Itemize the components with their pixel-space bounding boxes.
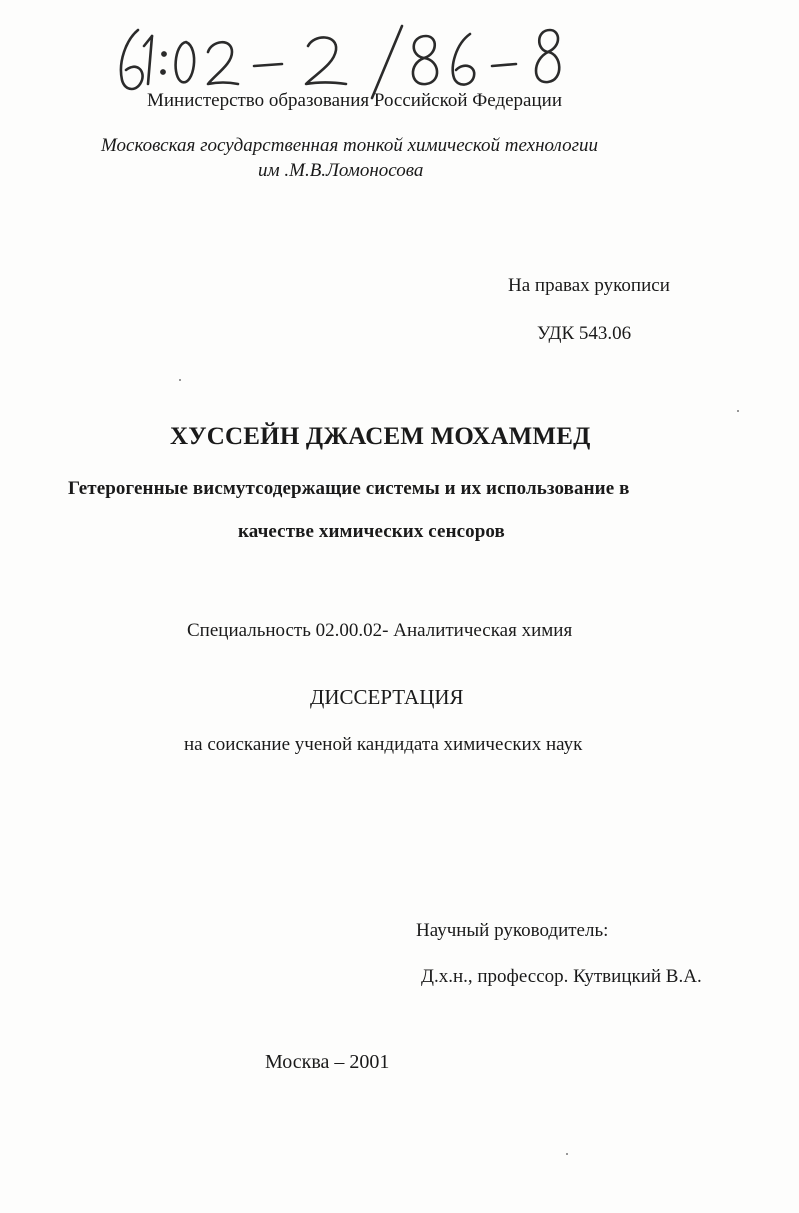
dissertation-title-line-1: Гетерогенные висмутсодержащие системы и их использование в	[68, 478, 630, 499]
udc-code: УДК 543.06	[537, 323, 632, 344]
university-name-line-2: им .М.В.Ломоносова	[258, 160, 424, 181]
scan-speck	[737, 410, 739, 412]
dissertation-title-line-2: качестве химических сенсоров	[238, 521, 505, 542]
supervisor-name: Д.х.н., профессор. Кутвицкий В.А.	[421, 966, 702, 987]
university-name-line-1: Московская государственная тонкой химической технологии	[101, 135, 598, 156]
handwritten-archive-number	[112, 22, 572, 100]
scan-speck	[179, 379, 181, 381]
handwritten-archive-number-drawing	[112, 22, 572, 100]
supervisor-label: Научный руководитель:	[416, 920, 609, 941]
ministry-name: Министерство образования Российской Федерации	[147, 90, 562, 111]
author-name: ХУССЕЙН ДЖАСЕМ МОХАММЕД	[170, 423, 591, 450]
specialty-line: Специальность 02.00.02- Аналитическая химия	[187, 620, 573, 641]
manuscript-rights-note: На правах рукописи	[508, 275, 670, 296]
scan-speck	[566, 1153, 568, 1155]
degree-line: на соискание ученой кандидата химических наук	[184, 734, 583, 755]
city-and-year: Москва – 2001	[265, 1051, 390, 1073]
document-type-heading: ДИССЕРТАЦИЯ	[310, 685, 464, 709]
